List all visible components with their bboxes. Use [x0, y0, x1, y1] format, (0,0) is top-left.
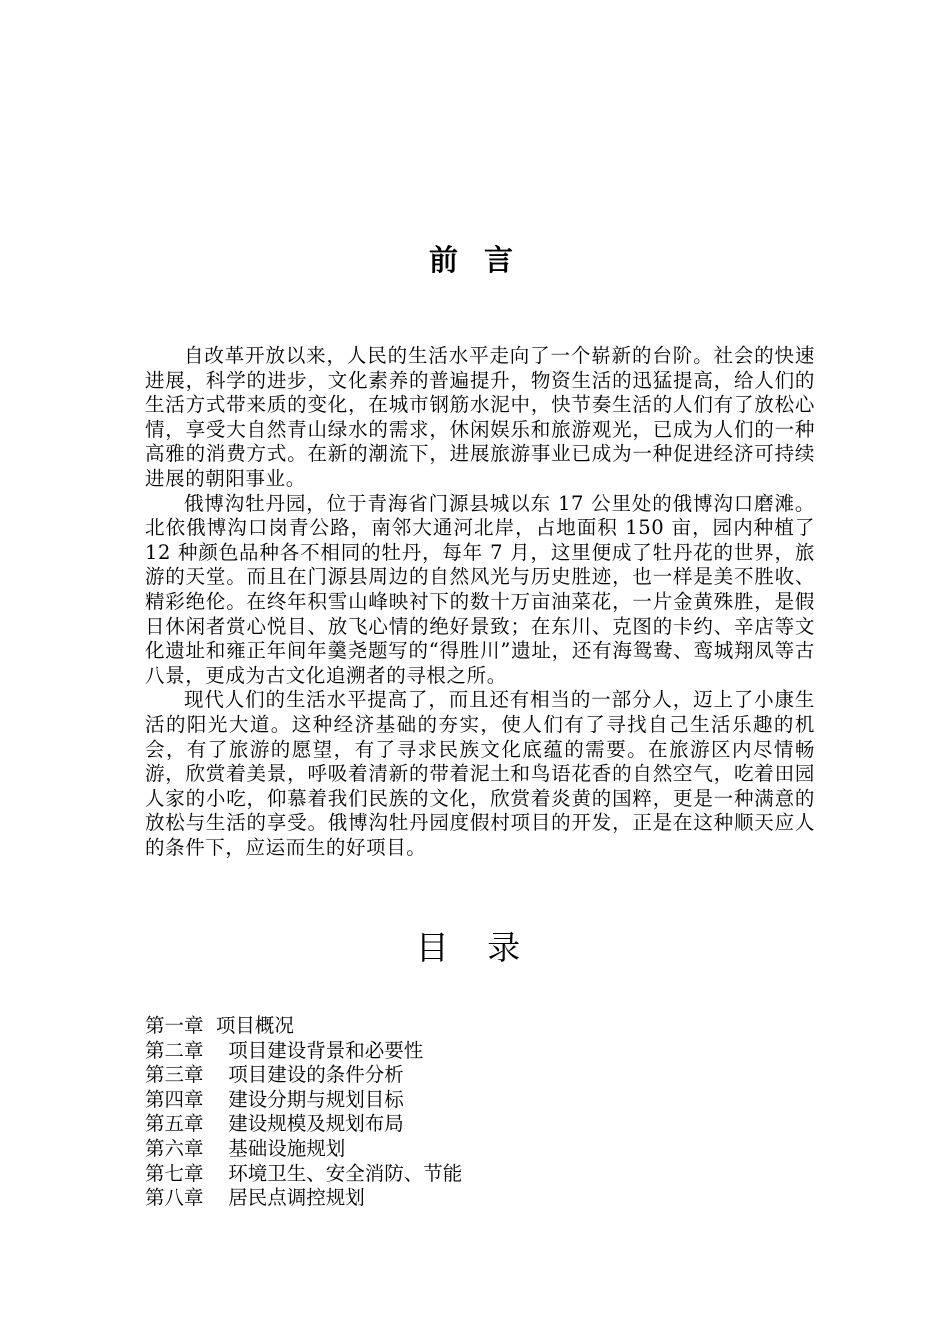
toc-item-chapter-4[interactable]: 第四章 建设分期与规划目标 — [145, 1087, 404, 1111]
toc-item-chapter-3[interactable]: 第三章 项目建设的条件分析 — [145, 1063, 404, 1087]
toc-item-chapter-5[interactable]: 第五章 建设规模及规划布局 — [145, 1112, 404, 1136]
preface-title: 前 言 — [428, 243, 522, 277]
preface-body — [145, 344, 815, 860]
toc-item-chapter-1[interactable]: 第一章 项目概况 — [145, 1014, 294, 1037]
preface-paragraph-3: 现代人们的生活水平提高了，而且还有相当的一部分人，迈上了小康生活的阳光大道。这种经济基础的夯实，使人们有了寻找自己生活乐趣的机会，有了旅游的愿望，有了寻求民族文化底蕴的需要。在旅游区内尽情畅游，欣赏着美景，呼吸着清新的带着泥土和鸟语花香的自然空气，吃着田园人家的小吃，仰慕着我们民族的文化，欣赏着炎黄的国粹，更是一种满意的放松与生活的享受。俄博沟牡丹园度假村项目的开发，正是在这种顺天应人的条件下，应运而生的好项目。 — [145, 688, 815, 859]
toc-item-chapter-8[interactable]: 第八章 居民点调控规划 — [145, 1186, 365, 1210]
toc-title: 目 录 — [415, 928, 535, 967]
preface-paragraph-2: 俄博沟牡丹园，位于青海省门源县城以东 17 公里处的俄博沟口磨滩。北依俄博沟口岗青公路，南邻大通河北岸，占地面积 150 亩，园内种植了 12 种颜色品种各不相同的牡丹，每年 7 月，这里便成了牡丹花的世界，旅游的天堂。而且在门源县周边的自然风光与历史胜迹，也一样是美不胜收、精彩绝伦。在终年积雪山峰映衬下的数十万亩油菜花，一片金黄殊胜，是假日休闲者赏心悦目、放飞心情的绝好景致；在东川、克图的卡约、辛店等文化遗址和雍正年间年羹尧题写的“得胜川”遗址，还有海鸳鸯、鸾城翔凤等古八景，更成为古文化追溯者的寻根之所。 — [145, 491, 815, 687]
toc-item-chapter-2[interactable]: 第二章 项目建设背景和必要性 — [145, 1038, 424, 1062]
toc-item-chapter-6[interactable]: 第六章 基础设施规划 — [145, 1136, 346, 1160]
preface-paragraph-1: 自改革开放以来，人民的生活水平走向了一个崭新的台阶。社会的快速进展，科学的进步，文化素养的普遍提升，物资生活的迅猛提高，给人们的生活方式带来质的变化，在城市钢筋水泥中，快节奏生活的人们有了放松心情，享受大自然青山绿水的需求，休闲娱乐和旅游观光，已成为人们的一种高雅的消费方式。在新的潮流下，进展旅游事业已成为一种促进经济可持续进展的朝阳事业。 — [145, 344, 815, 490]
toc-item-chapter-7[interactable]: 第七章 环境卫生、安全消防、节能 — [145, 1161, 463, 1185]
toc-list — [145, 1014, 462, 1211]
